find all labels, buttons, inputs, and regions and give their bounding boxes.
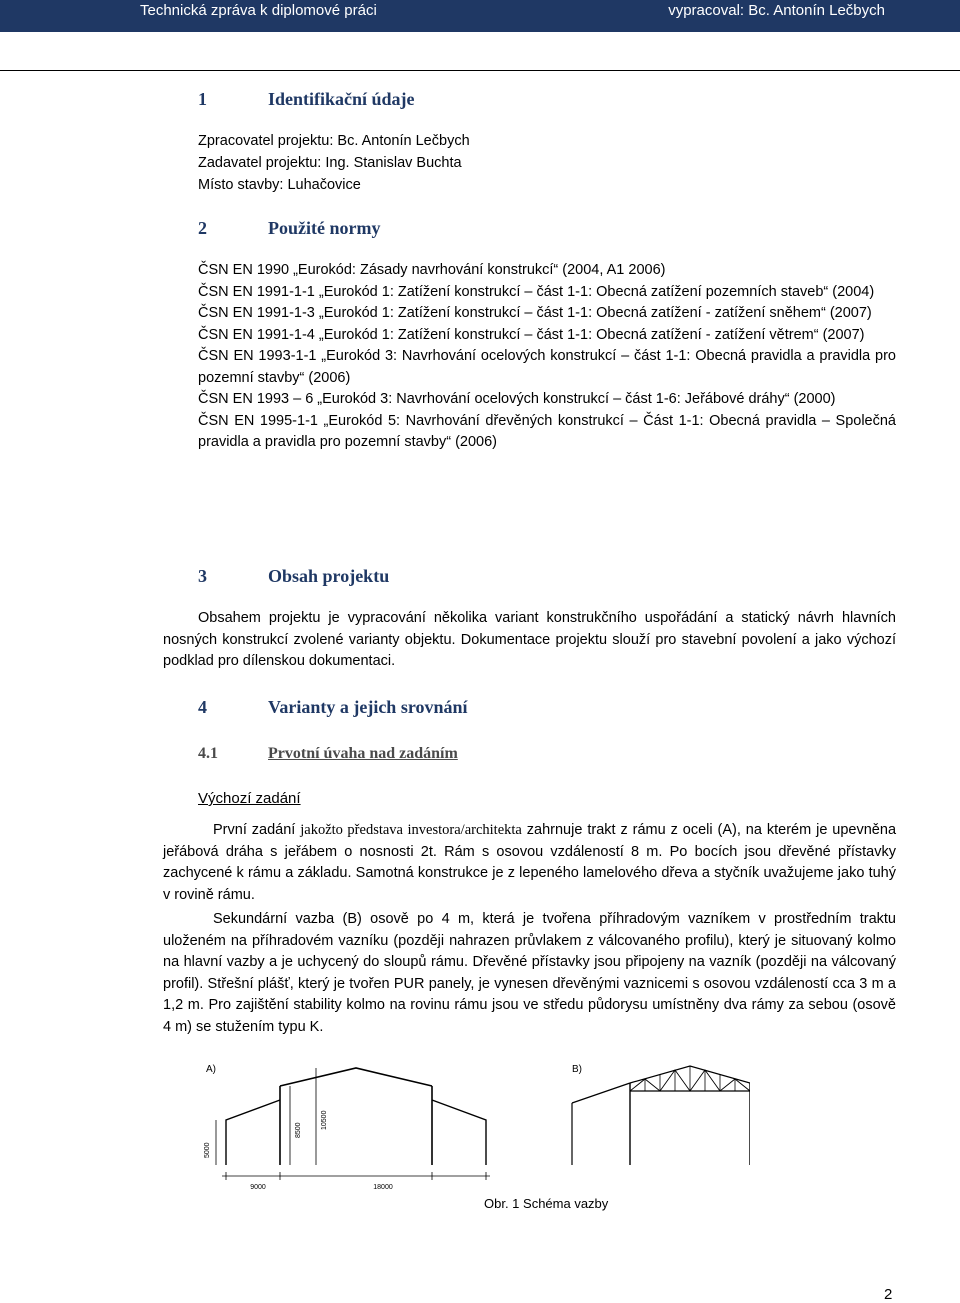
section-title: Obsah projektu xyxy=(268,566,390,586)
figure-caption: Obr. 1 Schéma vazby xyxy=(484,1196,609,1211)
section-title: Varianty a jejich srovnání xyxy=(268,697,468,717)
header-divider xyxy=(0,70,960,71)
scheme-a xyxy=(204,1064,490,1191)
scheme-b xyxy=(572,1064,750,1165)
section-number: 4.1 xyxy=(198,745,218,762)
norm-item: ČSN EN 1991-1-3 „Eurokód 1: Zatížení konstrukcí – část 1-1: Obecná zatížení - zatížení sněhem“ (2007) xyxy=(198,305,872,321)
section-number: 2 xyxy=(198,218,207,238)
scheme-b-label: B) xyxy=(572,1064,582,1075)
project-author-line: Zpracovatel projektu: Bc. Antonín Lečbych xyxy=(198,133,470,149)
left-annex-outline xyxy=(226,1100,280,1165)
norm-item: ČSN EN 1995-1-1 „Eurokód 5: Navrhování dřevěných konstrukcí – Část 1-1: Obecná pravidla – Společná pravidla a pravidla pro pozemní stavby“ (2006) xyxy=(198,412,896,450)
norm-item: ČSN EN 1991-1-1 „Eurokód 1: Zatížení konstrukcí – část 1-1: Obecná zatížení pozemních staveb“ (2004) xyxy=(198,283,875,300)
project-content-paragraph: Obsahem projektu je vypracování několika variant konstrukčního uspořádání a statický návrh hlavních nosných konstrukcí zvolené varianty objektu. Dokumentace projektu slouží pro stavební povolení a jako výchozí podklad pro dílenskou dokumentaci. xyxy=(163,610,896,669)
page-header xyxy=(0,0,960,32)
norm-item: ČSN EN 1993-1-1 „Eurokód 3: Navrhování ocelových konstrukcí – část 1-1: Obecná pravidla a pravidla pro pozemní stavby“ (2006) xyxy=(198,348,896,386)
dim-8500-label: 8500 xyxy=(295,1122,302,1138)
page-number: 2 xyxy=(884,1286,893,1303)
norm-item: ČSN EN 1990 „Eurokód: Zásady navrhování konstrukcí“ (2004, A1 2006) xyxy=(198,262,666,278)
header-author: vypracoval: Bc. Antonín Lečbych xyxy=(668,2,885,19)
dim-10500-label: 10500 xyxy=(321,1110,328,1130)
project-client-line: Zadavatel projektu: Ing. Stanislav Buchta xyxy=(198,155,462,171)
section-title: Prvotní úvaha nad zadáním xyxy=(268,745,458,762)
scheme-a-label: A) xyxy=(206,1064,216,1075)
norm-item: ČSN EN 1993 – 6 „Eurokód 3: Navrhování ocelových konstrukcí – část 1-6: Jeřábové dráhy“ (2000) xyxy=(198,391,836,407)
section-title: Identifikační údaje xyxy=(268,89,415,109)
section-title: Použité normy xyxy=(268,218,381,238)
dim-18000-label: 18000 xyxy=(373,1184,393,1191)
section-number: 3 xyxy=(198,566,207,586)
norm-item: ČSN EN 1991-1-4 „Eurokód 1: Zatížení konstrukcí – část 1-1: Obecná zatížení - zatížení větrem“ (2007) xyxy=(198,326,865,343)
main-frame-rafters xyxy=(280,1068,432,1086)
dim-5000-label: 5000 xyxy=(204,1142,211,1158)
construction-site-line: Místo stavby: Luhačovice xyxy=(198,177,361,193)
secondary-frame-paragraph: Sekundární vazba (B) osově po 4 m, která je tvořena příhradovým vazníkem v prostředním traktu uloženém na příhradovém vazníku (později nahrazen průvlakem z válcovaného profilu), který je situovaný kolmo na hlavní vazby a je uchycený do sloupů rámu. Dřevěné přístavky jsou připojeny na vazník (později na válcovaný profil). Střešní plášť, který je tvořen PUR panely, je vynesen dřevěnými vaznicemi s osovou vzdáleností cca 3 m a 1,2 m. Pro zajištění stability kolmo na rovinu rámu jsou ve středu půdorysu umístněny dva rámy za sebou (osově 4 m) se stužením typu K. xyxy=(163,911,896,1035)
section-number: 4 xyxy=(198,697,207,717)
brief-paragraph-1: První zadání jakožto představa investora/architekta zahrnuje trakt z rámu z oceli (A), na kterém je upevněna jeřábová dráha s jeřábem o nosnosti 2t. Rám s osovou vzdáleností 8 m. Po bocích jsou dřevěné přístavky zachycené k rámu a základu. Samotná konstrukce je z lepeného lamelového dřeva a styčník uvažujeme jako tuhý v rovině rámu. xyxy=(163,822,897,903)
header-title: Technická zpráva k diplomové práci xyxy=(140,2,377,19)
norms-list xyxy=(198,260,896,454)
right-annex-outline xyxy=(432,1100,486,1165)
dim-9000-label: 9000 xyxy=(250,1184,266,1191)
section-number: 1 xyxy=(198,89,207,109)
frame-scheme-figure xyxy=(190,1058,750,1193)
initial-brief-subheading: Výchozí zadání xyxy=(198,790,301,807)
